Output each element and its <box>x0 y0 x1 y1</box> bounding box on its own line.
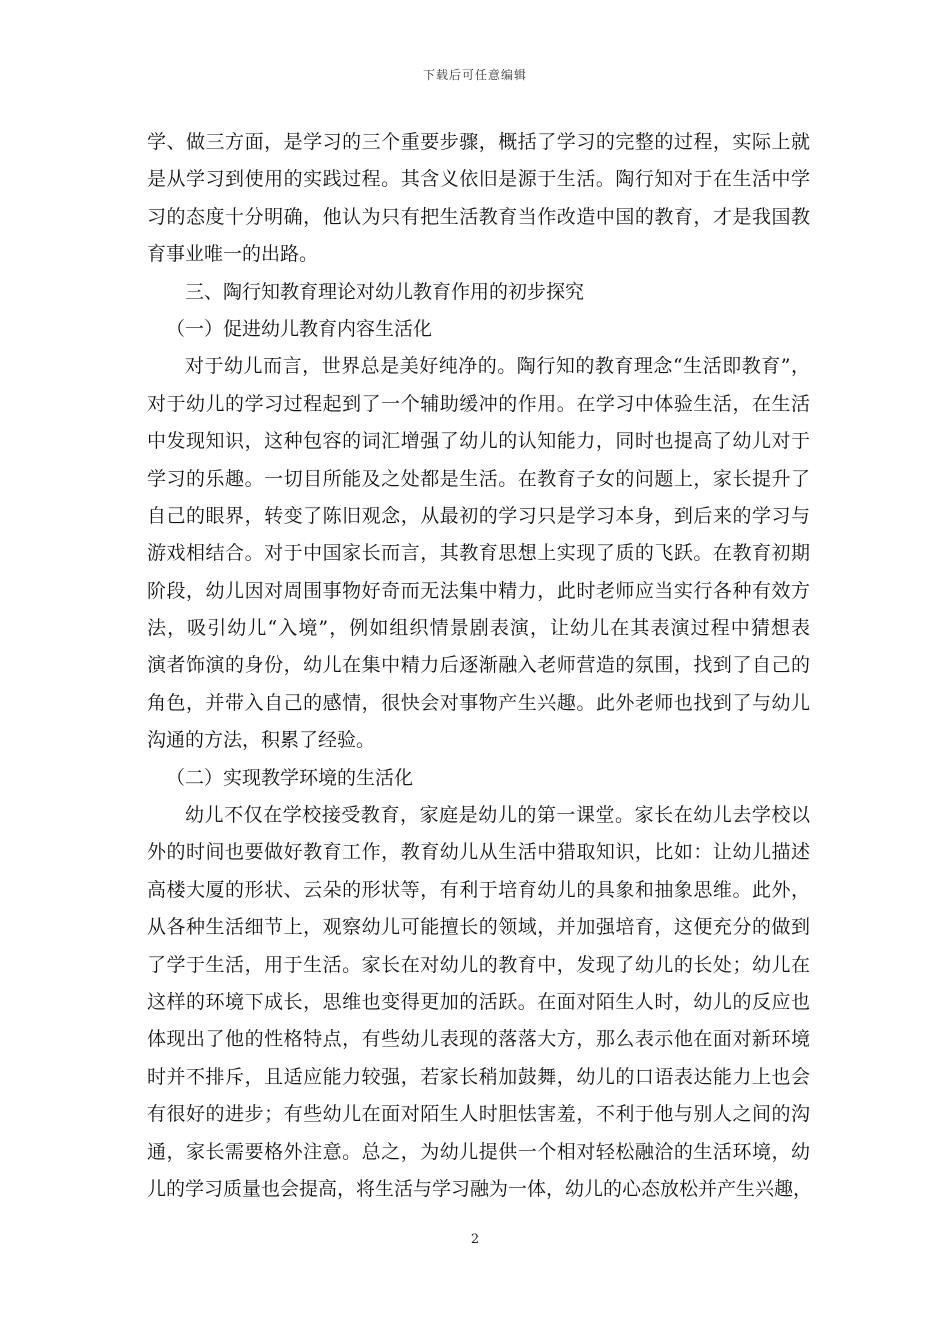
paragraph-line: 时并不排斥，且适应能力较强，若家长稍加鼓舞，幼儿的口语表达能力上也会 <box>147 1065 810 1088</box>
paragraph-line: 中发现知识，这种包容的词汇增强了幼儿的认知能力，同时也提高了幼儿对于 <box>147 430 810 453</box>
subsection-heading: （一）促进幼儿教育内容生活化 <box>166 317 433 340</box>
paragraph-line: 习的态度十分明确，他认为只有把生活教育当作改造中国的教育，才是我国教 <box>147 205 810 228</box>
paragraph-line: 幼儿不仅在学校接受教育，家庭是幼儿的第一课堂。家长在幼儿去学校以 <box>185 804 810 827</box>
paragraph-line: 学习的乐趣。一切目所能及之处都是生活。在教育子女的问题上，家长提升了 <box>147 467 810 490</box>
paragraph-line: 沟通的方法，积累了经验。 <box>147 729 376 752</box>
paragraph-line: 学、做三方面，是学习的三个重要步骤，概括了学习的完整的过程，实际上就 <box>147 131 810 153</box>
section-heading: 三、陶行知教育理论对幼儿教育作用的初步探究 <box>185 280 585 303</box>
paragraph-line: 是从学习到使用的实践过程。其含义依旧是源于生活。陶行知对于在生活中学 <box>147 168 810 191</box>
paragraph-line: 儿的学习质量也会提高，将生活与学习融为一体，幼儿的心态放松并产生兴趣， <box>147 1177 813 1200</box>
paragraph-line: 对于幼儿的学习过程起到了一个辅助缓冲的作用。在学习中体验生活，在生活 <box>147 392 810 415</box>
subsection-heading: （二）实现教学环境的生活化 <box>166 766 414 789</box>
paragraph-line: 演者饰演的身份，幼儿在集中精力后逐渐融入老师营造的氛围，找到了自己的 <box>147 654 810 677</box>
paragraph-line: 从各种生活细节上，观察幼儿可能擅长的领域，并加强培育，这便充分的做到 <box>147 916 810 939</box>
paragraph-line: 角色，并带入自己的感情，很快会对事物产生兴趣。此外老师也找到了与幼儿 <box>147 691 810 714</box>
document-body <box>147 124 813 1208</box>
paragraph-line: 有很好的进步；有些幼儿在面对陌生人时胆怯害羞，不利于他与别人之间的沟 <box>147 1103 810 1126</box>
paragraph-line: 法，吸引幼儿“入境”，例如组织情景剧表演，让幼儿在其表演过程中猜想表 <box>147 617 810 640</box>
paragraph-line: 外的时间也要做好教育工作，教育幼儿从生活中猎取知识，比如：让幼儿描述 <box>147 841 810 864</box>
paragraph-line: 高楼大厦的形状、云朵的形状等，有利于培育幼儿的具象和抽象思维。此外， <box>147 878 810 901</box>
page-header: 下载后可任意编辑 <box>422 68 527 82</box>
paragraph-line: 体现出了他的性格特点，有些幼儿表现的落落大方，那么表示他在面对新环境 <box>147 1028 810 1051</box>
paragraph-line: 育事业唯一的出路。 <box>147 243 319 266</box>
paragraph-line: 了学于生活，用于生活。家长在对幼儿的教育中，发现了幼儿的长处；幼儿在 <box>147 953 810 976</box>
page-number: 2 <box>470 1232 480 1247</box>
paragraph-line: 游戏相结合。对于中国家长而言，其教育思想上实现了质的飞跃。在教育初期 <box>147 542 810 565</box>
paragraph-line: 对于幼儿而言，世界总是美好纯净的。陶行知的教育理念“生活即教育”， <box>185 355 810 378</box>
paragraph-line: 通，家长需要格外注意。总之，为幼儿提供一个相对轻松融洽的生活环境，幼 <box>147 1140 810 1163</box>
paragraph-line: 阶段，幼儿因对周围事物好奇而无法集中精力，此时老师应当实行各种有效方 <box>147 579 810 602</box>
paragraph-line: 这样的环境下成长，思维也变得更加的活跃。在面对陌生人时，幼儿的反应也 <box>147 990 810 1013</box>
paragraph-line: 自己的眼界，转变了陈旧观念，从最初的学习只是学习本身，到后来的学习与 <box>147 504 810 527</box>
